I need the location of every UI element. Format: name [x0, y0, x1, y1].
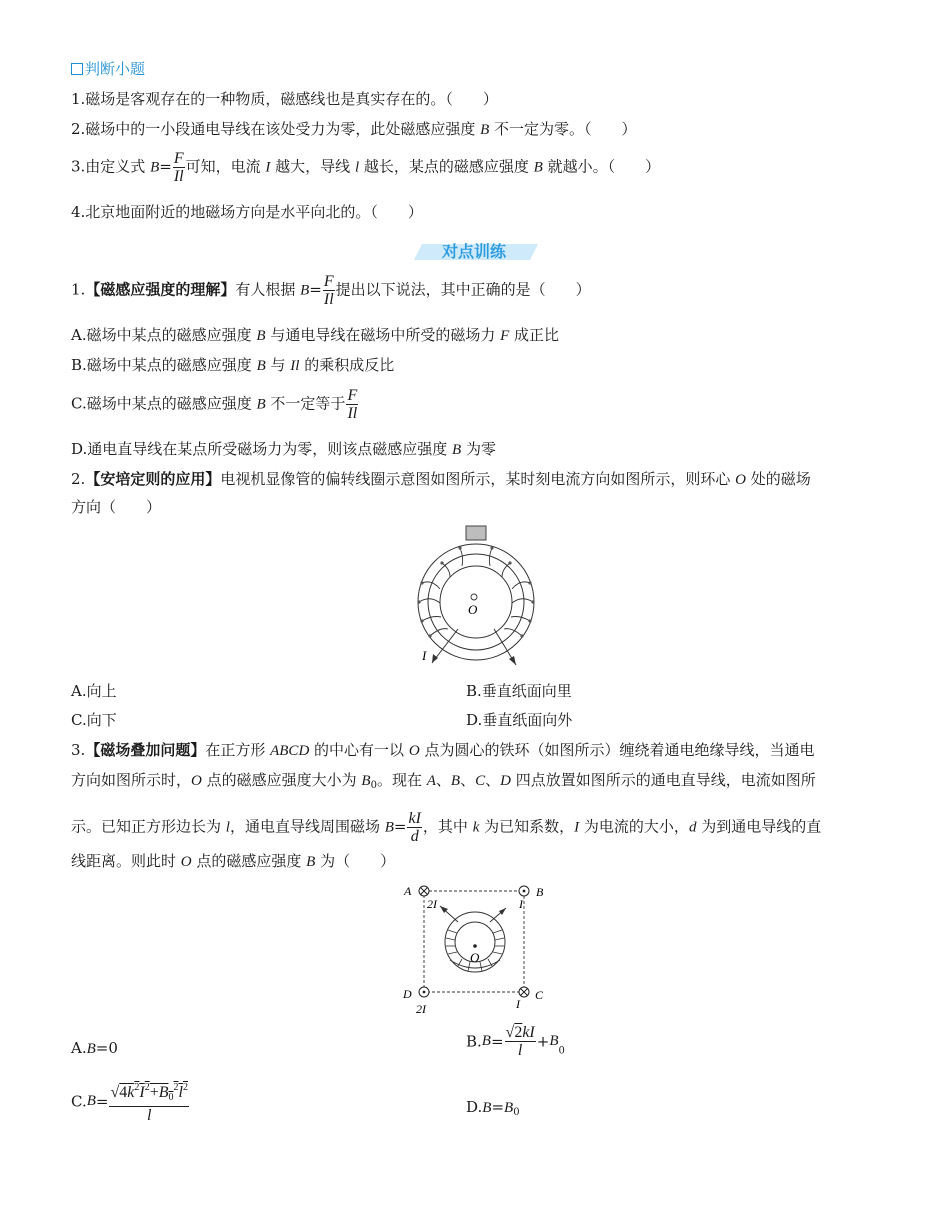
q1-option-b[interactable]: B.磁场中某点的磁感应强度 B 与 Il 的乘积成反比	[71, 356, 395, 374]
wire-C-into-page	[519, 987, 529, 997]
label-C: C	[535, 988, 544, 1002]
current-label: I	[422, 648, 427, 663]
label-B: B	[536, 885, 544, 899]
question-3-stem-3: 示。已知正方形边长为 l，通电直导线周围磁场 B= $\frac{kI}{d}$ ，其中 k 为已知系数，I 为电流的大小，d 为到通电导线的直	[71, 810, 822, 845]
judge-item-3: 3.由定义式 B= $\frac{F}{Il}$ 可知，电流 I 越大，导线 l 越长，某点的磁感应强度 B 就越小。（ ）	[71, 150, 661, 185]
label-A: A	[404, 884, 412, 898]
q3-option-d[interactable]: $D.B=B_0$	[466, 1098, 520, 1118]
wire-D-out-of-page	[419, 987, 429, 997]
section-banner	[414, 240, 538, 262]
center-point	[471, 594, 477, 600]
q3-option-c[interactable]: C.B= $\frac{√4k^2I^2+B_0^2l^2}{l}$	[71, 1079, 190, 1124]
q1-option-d[interactable]: D.通电直导线在某点所受磁场力为零，则该点磁感应强度 B 为零	[71, 440, 496, 458]
question-3-stem-4: 线距离。则此时 O 点的磁感应强度 B 为（ ）	[71, 852, 396, 870]
question-3-stem-2: 方向如图所示时，O 点的磁感应强度大小为 $B_0$。现在 A、B、C、D 四点放置如图所示的通电直导线，电流如图所	[71, 771, 816, 791]
current-D: 2I	[416, 1002, 426, 1015]
deflection-coil-figure	[410, 523, 546, 668]
q2-option-a[interactable]: A.向上	[71, 682, 117, 700]
judge-item-4: 4.北京地面附近的地磁场方向是水平向北的。（ ）	[71, 203, 423, 221]
q3-option-a[interactable]: A.B=0	[71, 1039, 118, 1057]
q1-option-a[interactable]: A.磁场中某点的磁感应强度 B 与通电导线在磁场中所受的磁场力 F 成正比	[71, 326, 560, 344]
q1-option-c[interactable]: C.磁场中某点的磁感应强度 B 不一定等于 $\frac{F}{Il}$	[71, 387, 358, 422]
label-D: D	[403, 987, 412, 1001]
current-C: I	[516, 997, 520, 1011]
square-wires-figure	[398, 880, 552, 1015]
banner-label: 对点训练	[441, 242, 507, 261]
q2-option-c[interactable]: C.向下	[71, 711, 117, 729]
judge-item-1: 1.磁场是客观存在的一种物质，磁感线也是真实存在的。（ ）	[71, 90, 498, 108]
section-header	[71, 59, 145, 79]
checkbox-icon	[71, 63, 83, 75]
q2-option-b[interactable]: B.垂直纸面向里	[466, 682, 572, 700]
wire-A-into-page	[419, 886, 429, 896]
section-title: 判断小题	[85, 60, 146, 78]
judge-item-2: 2.磁场中的一小段通电导线在该处受力为零，此处磁感应强度 B 不一定为零。（ ）	[71, 120, 637, 138]
fraction: $\frac{F}{Il}$	[173, 150, 184, 185]
current-A: 2I	[427, 897, 437, 911]
question-3-stem: 3.【磁场叠加问题】在正方形 ABCD 的中心有一以 O 点为圆心的铁环（如图所示）缠绕着通电绝缘导线，当通电	[71, 741, 815, 759]
q2-option-d[interactable]: D.垂直纸面向外	[466, 711, 573, 729]
wire-B-out-of-page	[519, 886, 529, 896]
current-B: I	[519, 897, 523, 911]
q3-option-b[interactable]: B.B= $\frac{√2kI}{l}$ $+B_0$	[466, 1024, 565, 1059]
question-1-stem: 1.【磁感应强度的理解】有人根据 B= $\frac{F}{Il}$ 提出以下说法，其中正确的是（ ）	[71, 273, 591, 308]
question-2-stem-cont: 方向（ ）	[71, 498, 162, 516]
center-O-label: O	[470, 950, 480, 965]
question-2-stem: 2.【安培定则的应用】电视机显像管的偏转线圈示意图如图所示，某时刻电流方向如图所示，则环心 O 处的磁场	[71, 470, 811, 488]
center-label: O	[468, 602, 478, 617]
